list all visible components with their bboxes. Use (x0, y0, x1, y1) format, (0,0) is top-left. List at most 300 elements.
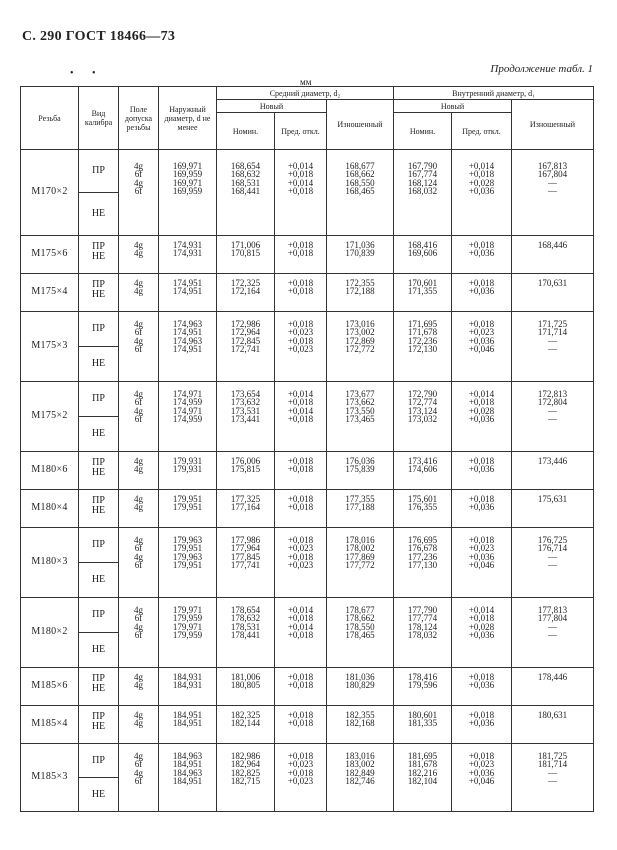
gauge-label: НЕ (91, 428, 106, 439)
value-inner-deviation: +0,036 (468, 551, 495, 562)
value-mid-nominal: 168,632 (230, 169, 261, 180)
cell-tolerance (119, 382, 159, 452)
value-mid-worn: 181,036 (345, 672, 375, 682)
value-outer-diameter: 174,951 (172, 278, 203, 288)
value-inner-worn: — (548, 414, 557, 425)
cell-inner-nominal (394, 744, 452, 812)
value-tolerance: 6f (134, 560, 143, 571)
value-mid-nominal: 176,006 (230, 456, 261, 466)
value-mid-deviation: +0,018 (287, 464, 314, 475)
value-mid-nominal: 172,845 (230, 335, 261, 346)
cell-inner-worn (512, 312, 594, 382)
value-tolerance: 4g (134, 502, 143, 513)
gauge-label: НЕ (91, 644, 106, 655)
cell-outer-diameter (159, 598, 217, 668)
cell-outer-diameter (159, 452, 217, 490)
cell-tolerance (119, 668, 159, 706)
value-mid-deviation: +0,018 (287, 335, 314, 346)
value-inner-worn: — (548, 767, 557, 778)
value-outer-diameter: 174,971 (172, 405, 203, 416)
cell-inner-deviation (452, 312, 512, 382)
gauge-label: ПР НЕ (91, 711, 106, 732)
value-tolerance: 4g (134, 767, 143, 778)
col-tolerance: Поле допуска резьбы (119, 87, 159, 150)
cell-inner-deviation (452, 274, 512, 312)
value-mid-worn: 173,002 (345, 327, 375, 338)
cell-inner-worn (512, 452, 594, 490)
value-inner-worn: — (548, 405, 557, 416)
value-tolerance: 4g (134, 551, 143, 562)
value-mid-worn: 178,550 (345, 621, 375, 632)
cell-mid-deviation (275, 382, 327, 452)
value-mid-nominal: 170,815 (230, 248, 261, 259)
value-tolerance: 4g (134, 710, 143, 720)
value-mid-nominal: 168,531 (230, 177, 261, 188)
value-tolerance: 4g (134, 605, 143, 615)
col-mid-worn: Изношенный (327, 100, 394, 150)
value-mid-worn: 178,662 (345, 613, 375, 624)
value-tolerance: 6f (134, 344, 143, 355)
cell-mid-worn (327, 490, 394, 528)
cell-mid-nominal (217, 274, 275, 312)
cell-inner-nominal (394, 236, 452, 274)
value-inner-nominal: 167,790 (407, 161, 438, 171)
value-mid-deviation: +0,018 (287, 613, 314, 624)
value-mid-worn: 182,746 (345, 776, 375, 787)
cell-mid-nominal (217, 490, 275, 528)
gauge-label: ПР НЕ (91, 279, 106, 300)
col-in-new: Новый (394, 100, 512, 113)
value-mid-nominal: 173,531 (230, 405, 261, 416)
value-outer-diameter: 179,951 (172, 494, 203, 504)
value-inner-nominal: 173,124 (407, 405, 438, 416)
value-outer-diameter: 184,931 (172, 680, 203, 691)
value-inner-deviation: +0,014 (468, 605, 495, 615)
cell-outer-diameter (159, 490, 217, 528)
value-mid-nominal: 178,441 (230, 630, 261, 641)
cell-inner-worn (512, 236, 594, 274)
gauge-label: НЕ (91, 208, 106, 219)
cell-inner-worn (512, 706, 594, 744)
value-inner-deviation: +0,046 (468, 776, 495, 787)
value-inner-worn: — (548, 560, 557, 571)
value-mid-worn: 173,662 (345, 397, 375, 408)
value-inner-nominal: 176,678 (407, 543, 438, 554)
value-inner-worn (512, 719, 593, 727)
cell-inner-deviation (452, 528, 512, 598)
value-inner-nominal: 177,236 (407, 551, 438, 562)
cell-mid-worn (327, 598, 394, 668)
value-outer-diameter: 174,959 (172, 414, 203, 425)
gauge-label: ПР (79, 150, 118, 193)
value-inner-nominal: 168,032 (407, 186, 438, 197)
value-outer-diameter: 174,951 (172, 286, 203, 297)
value-tolerance: 6f (134, 543, 143, 554)
value-mid-deviation: +0,014 (287, 177, 314, 188)
value-inner-deviation: +0,018 (468, 535, 495, 545)
value-mid-deviation: +0,018 (287, 248, 314, 259)
cell-tolerance (119, 274, 159, 312)
value-tolerance: 6f (134, 613, 143, 624)
value-inner-worn: 167,813 (537, 161, 568, 171)
cell-gauge (79, 490, 119, 528)
value-mid-worn: 182,355 (345, 710, 375, 720)
gauge-label: НЕ (91, 574, 106, 585)
value-outer-diameter: 174,931 (172, 248, 203, 259)
value-tolerance: 6f (134, 169, 143, 180)
value-mid-worn: 183,002 (345, 759, 375, 770)
value-mid-deviation: +0,018 (287, 397, 314, 408)
cell-outer-diameter (159, 528, 217, 598)
value-tolerance: 4g (134, 494, 143, 504)
value-inner-nominal: 176,695 (407, 535, 438, 545)
cell-inner-worn (512, 528, 594, 598)
value-tolerance: 6f (134, 630, 143, 641)
value-tolerance: 4g (134, 319, 143, 329)
value-tolerance: 4g (134, 335, 143, 346)
value-mid-nominal: 173,654 (230, 389, 261, 399)
cell-outer-diameter (159, 236, 217, 274)
value-inner-nominal: 173,416 (407, 456, 438, 466)
value-mid-nominal: 180,805 (230, 680, 261, 691)
value-mid-nominal: 178,632 (230, 613, 261, 624)
value-mid-nominal: 177,986 (230, 535, 261, 545)
table-row (21, 744, 594, 812)
page-header (22, 29, 175, 45)
value-outer-diameter: 174,951 (172, 327, 203, 338)
cell-inner-deviation (452, 452, 512, 490)
cell-inner-deviation (452, 598, 512, 668)
gauge-label: ПР (79, 312, 118, 347)
value-inner-nominal: 177,790 (407, 605, 438, 615)
value-outer-diameter: 169,971 (172, 161, 203, 171)
cell-mid-deviation (275, 452, 327, 490)
cell-gauge (79, 598, 119, 668)
value-inner-deviation: +0,018 (468, 751, 495, 761)
value-mid-worn: 172,188 (345, 286, 375, 297)
table-row (21, 528, 594, 598)
col-gauge: Вид калибра (79, 87, 119, 150)
cell-inner-deviation (452, 150, 512, 236)
value-tolerance: 4g (134, 405, 143, 416)
value-mid-worn: 182,168 (345, 718, 375, 729)
value-inner-worn: 171,714 (537, 327, 568, 338)
value-mid-deviation: +0,018 (287, 751, 314, 761)
cell-inner-worn (512, 744, 594, 812)
cell-mid-worn (327, 150, 394, 236)
value-mid-worn: 172,869 (345, 335, 375, 346)
cell-tolerance (119, 706, 159, 744)
cell-mid-worn (327, 706, 394, 744)
cell-inner-nominal (394, 150, 452, 236)
cell-tolerance (119, 598, 159, 668)
value-inner-deviation: +0,018 (468, 456, 495, 466)
cell-inner-worn (512, 668, 594, 706)
value-inner-deviation: +0,036 (468, 718, 495, 729)
cell-inner-deviation (452, 490, 512, 528)
cell-inner-nominal (394, 668, 452, 706)
cell-tolerance (119, 452, 159, 490)
value-mid-deviation: +0,018 (287, 494, 314, 504)
value-outer-diameter: 179,951 (172, 560, 203, 571)
table-row (21, 452, 594, 490)
value-mid-worn: 176,036 (345, 456, 375, 466)
value-outer-diameter: 174,959 (172, 397, 203, 408)
value-outer-diameter: 179,931 (172, 456, 203, 466)
value-mid-deviation: +0,018 (287, 710, 314, 720)
table-row (21, 706, 594, 744)
col-in-worn: Изношенный (512, 100, 594, 150)
gauge-label: ПР НЕ (91, 457, 106, 478)
cell-inner-nominal (394, 312, 452, 382)
value-inner-nominal: 171,678 (407, 327, 438, 338)
value-mid-worn: 170,839 (345, 248, 375, 259)
value-mid-worn: 180,829 (345, 680, 375, 691)
value-inner-worn (512, 465, 593, 473)
cell-mid-deviation (275, 490, 327, 528)
cell-gauge (79, 668, 119, 706)
cell-tolerance (119, 150, 159, 236)
value-mid-deviation: +0,018 (287, 286, 314, 297)
value-inner-deviation: +0,018 (468, 169, 495, 180)
value-mid-deviation: +0,018 (287, 169, 314, 180)
scan-marks: • • (70, 68, 104, 79)
cell-inner-deviation (452, 706, 512, 744)
value-inner-deviation: +0,036 (468, 502, 495, 513)
value-mid-nominal: 182,325 (230, 710, 261, 720)
cell-outer-diameter (159, 668, 217, 706)
value-inner-nominal: 182,104 (407, 776, 438, 787)
value-tolerance: 4g (134, 535, 143, 545)
value-mid-nominal: 182,986 (230, 751, 261, 761)
cell-mid-deviation (275, 274, 327, 312)
cell-gauge (79, 706, 119, 744)
cell-mid-deviation (275, 150, 327, 236)
value-inner-worn (512, 681, 593, 689)
value-outer-diameter: 174,951 (172, 344, 203, 355)
value-inner-deviation: +0,028 (468, 177, 495, 188)
table-row (21, 668, 594, 706)
value-mid-nominal: 172,986 (230, 319, 261, 329)
value-outer-diameter: 169,971 (172, 177, 203, 188)
value-mid-worn: 172,772 (345, 344, 375, 355)
cell-mid-nominal (217, 668, 275, 706)
cell-thread: M185×3 (21, 744, 79, 812)
value-inner-nominal: 175,601 (407, 494, 438, 504)
value-mid-worn: 168,550 (345, 177, 375, 188)
value-tolerance: 4g (134, 456, 143, 466)
value-outer-diameter: 184,963 (172, 751, 203, 761)
value-inner-worn: 172,813 (537, 389, 568, 399)
value-inner-deviation: +0,036 (468, 248, 495, 259)
table-row (21, 312, 594, 382)
value-inner-nominal: 177,774 (407, 613, 438, 624)
value-mid-nominal: 177,845 (230, 551, 261, 562)
value-inner-worn: 173,446 (537, 456, 568, 466)
cell-inner-deviation (452, 744, 512, 812)
value-mid-deviation: +0,018 (287, 319, 314, 329)
value-mid-deviation: +0,018 (287, 767, 314, 778)
cell-thread: M180×6 (21, 452, 79, 490)
value-inner-nominal: 180,601 (407, 710, 438, 720)
value-tolerance: 4g (134, 389, 143, 399)
cell-mid-deviation (275, 312, 327, 382)
value-mid-worn: 177,869 (345, 551, 375, 562)
value-inner-nominal: 179,596 (407, 680, 438, 691)
value-tolerance: 6f (134, 327, 143, 338)
value-inner-worn: — (548, 177, 557, 188)
value-mid-worn: 177,188 (345, 502, 375, 513)
cell-outer-diameter (159, 706, 217, 744)
cell-thread: M175×4 (21, 274, 79, 312)
value-inner-worn: 170,631 (537, 278, 568, 288)
value-mid-nominal: 172,741 (230, 344, 261, 355)
cell-gauge (79, 236, 119, 274)
value-outer-diameter: 179,951 (172, 543, 203, 554)
value-inner-nominal: 181,335 (407, 718, 438, 729)
value-inner-nominal: 172,774 (407, 397, 438, 408)
value-outer-diameter: 184,951 (172, 759, 203, 770)
table-body (21, 150, 594, 812)
col-mid-deviation: Пред. откл. (275, 113, 327, 150)
value-inner-nominal: 171,695 (407, 319, 438, 329)
value-inner-nominal: 178,124 (407, 621, 438, 632)
value-inner-deviation: +0,036 (468, 464, 495, 475)
cell-thread: M185×4 (21, 706, 79, 744)
value-tolerance: 4g (134, 464, 143, 475)
value-outer-diameter: 184,931 (172, 672, 203, 682)
value-mid-deviation: +0,023 (287, 560, 314, 571)
value-outer-diameter: 179,971 (172, 621, 203, 632)
cell-mid-worn (327, 668, 394, 706)
value-outer-diameter: 184,963 (172, 767, 203, 778)
col-mid-nominal: Номин. (217, 113, 275, 150)
cell-inner-deviation (452, 668, 512, 706)
value-mid-nominal: 182,144 (230, 718, 261, 729)
value-mid-worn: 173,550 (345, 405, 375, 416)
gauge-label: НЕ (91, 789, 106, 800)
value-mid-worn: 173,677 (345, 389, 375, 399)
value-outer-diameter: 184,951 (172, 718, 203, 729)
value-outer-diameter: 174,963 (172, 319, 203, 329)
value-mid-worn: 178,002 (345, 543, 375, 554)
value-mid-deviation: +0,018 (287, 630, 314, 641)
value-mid-deviation: +0,018 (287, 240, 314, 250)
cell-mid-nominal (217, 528, 275, 598)
value-mid-deviation: +0,018 (287, 672, 314, 682)
value-inner-worn: 172,804 (537, 397, 568, 408)
value-inner-worn: 178,446 (537, 672, 568, 682)
col-thread: Резьба (21, 87, 79, 150)
cell-mid-nominal (217, 706, 275, 744)
value-inner-nominal: 178,416 (407, 672, 438, 682)
cell-mid-worn (327, 528, 394, 598)
value-outer-diameter: 169,959 (172, 169, 203, 180)
value-mid-nominal: 172,964 (230, 327, 261, 338)
col-mid-new: Новый (217, 100, 327, 113)
value-mid-nominal: 178,654 (230, 605, 261, 615)
value-inner-deviation: +0,018 (468, 710, 495, 720)
value-tolerance: 4g (134, 680, 143, 691)
units-label: мм (300, 77, 312, 87)
cell-inner-nominal (394, 528, 452, 598)
value-mid-nominal: 177,325 (230, 494, 261, 504)
cell-outer-diameter (159, 274, 217, 312)
value-mid-deviation: +0,014 (287, 389, 314, 399)
cell-inner-worn (512, 382, 594, 452)
value-mid-deviation: +0,018 (287, 718, 314, 729)
value-inner-nominal: 176,355 (407, 502, 438, 513)
value-inner-worn: 181,714 (537, 759, 568, 770)
cell-mid-worn (327, 312, 394, 382)
value-tolerance: 4g (134, 621, 143, 632)
cell-mid-deviation (275, 744, 327, 812)
table-row (21, 382, 594, 452)
value-mid-worn: 168,662 (345, 169, 375, 180)
value-inner-deviation: +0,018 (468, 397, 495, 408)
value-inner-worn: — (548, 630, 557, 641)
value-inner-worn: 177,813 (537, 605, 568, 615)
continuation-label: Продолжение табл. 1 (490, 63, 593, 75)
value-mid-deviation: +0,018 (287, 551, 314, 562)
cell-mid-worn (327, 382, 394, 452)
cell-mid-deviation (275, 668, 327, 706)
cell-tolerance (119, 312, 159, 382)
value-inner-nominal: 182,216 (407, 767, 438, 778)
value-mid-worn: 177,772 (345, 560, 375, 571)
gauge-label: ПР (79, 744, 118, 778)
cell-mid-worn (327, 452, 394, 490)
value-mid-deviation: +0,018 (287, 414, 314, 425)
value-mid-nominal: 173,441 (230, 414, 261, 425)
value-mid-nominal: 168,654 (230, 161, 261, 171)
cell-tolerance (119, 744, 159, 812)
value-mid-worn: 168,465 (345, 186, 375, 197)
value-outer-diameter: 174,931 (172, 240, 203, 250)
cell-gauge (79, 274, 119, 312)
value-mid-deviation: +0,018 (287, 502, 314, 513)
value-mid-worn: 183,016 (345, 751, 375, 761)
thread-gauge-table (20, 86, 594, 812)
cell-gauge (79, 382, 119, 452)
value-mid-worn: 171,036 (345, 240, 375, 250)
value-inner-worn: — (548, 551, 557, 562)
value-inner-deviation: +0,036 (468, 414, 495, 425)
value-inner-worn: 171,725 (537, 319, 568, 329)
value-inner-deviation: +0,023 (468, 327, 495, 338)
cell-thread: M175×2 (21, 382, 79, 452)
value-inner-deviation: +0,028 (468, 405, 495, 416)
cell-thread: M170×2 (21, 150, 79, 236)
value-inner-worn (512, 249, 593, 257)
value-tolerance: 4g (134, 248, 143, 259)
value-outer-diameter: 184,951 (172, 710, 203, 720)
cell-mid-deviation (275, 236, 327, 274)
cell-inner-nominal (394, 382, 452, 452)
value-inner-deviation: +0,023 (468, 759, 495, 770)
value-inner-deviation: +0,036 (468, 335, 495, 346)
cell-inner-worn (512, 150, 594, 236)
value-inner-nominal: 169,606 (407, 248, 438, 259)
value-inner-deviation: +0,036 (468, 630, 495, 641)
value-outer-diameter: 179,959 (172, 630, 203, 641)
value-inner-nominal: 172,790 (407, 389, 438, 399)
cell-outer-diameter (159, 312, 217, 382)
gauge-label: ПР (79, 528, 118, 563)
cell-inner-nominal (394, 490, 452, 528)
value-tolerance: 4g (134, 161, 143, 171)
value-inner-worn: — (548, 776, 557, 787)
